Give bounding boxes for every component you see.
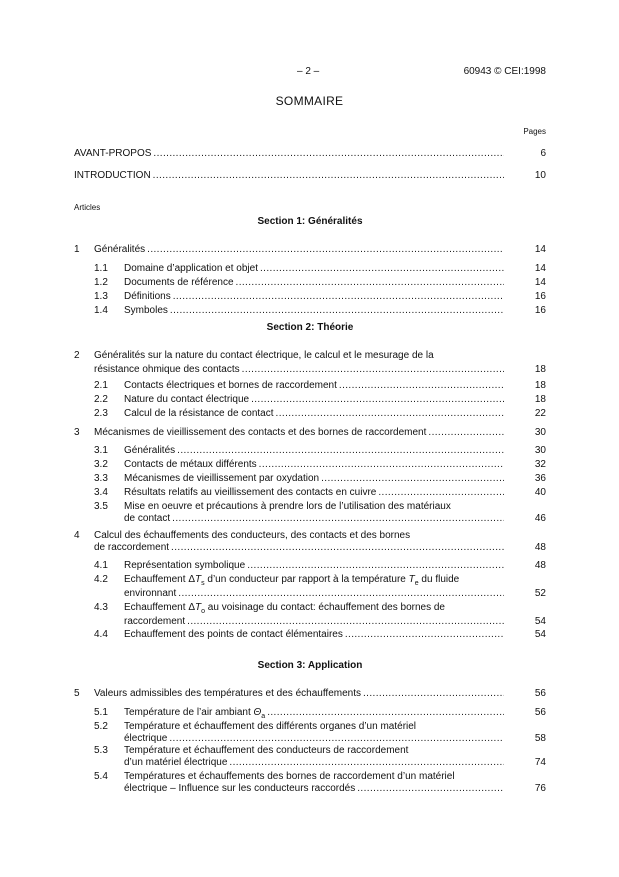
toc-entry-1-1[interactable] bbox=[94, 263, 546, 275]
entry-text-line1: Calcul des échauffements des conducteurs, des contacts et des bornes bbox=[94, 530, 411, 541]
entry-page: 46 bbox=[534, 513, 546, 524]
entry-number: 1 bbox=[74, 244, 80, 255]
toc-entry-5-4[interactable] bbox=[94, 771, 546, 797]
entry-text-line1: Température et échauffement des conducteurs de raccordement bbox=[124, 745, 409, 756]
entry-page: 14 bbox=[534, 244, 546, 255]
entry-number: 4.3 bbox=[94, 602, 108, 613]
entry-text: Température de l’air ambiant $\Theta_a$ bbox=[124, 707, 266, 720]
entry-number: 2 bbox=[74, 350, 80, 361]
entry-text: Mécanismes de vieillissement par oxydation bbox=[124, 473, 320, 484]
entry-text-line2: d’un matériel électrique bbox=[124, 757, 228, 768]
toc-entry-introduction[interactable] bbox=[74, 170, 546, 182]
toc-entry-3[interactable] bbox=[74, 427, 546, 439]
entry-text-line2: électrique bbox=[124, 733, 168, 744]
entry-number: 4.4 bbox=[94, 629, 108, 640]
toc-entry-3-3[interactable] bbox=[94, 473, 546, 485]
leader-dots bbox=[276, 408, 504, 420]
document-reference: 60943 © CEI:1998 bbox=[463, 66, 546, 77]
leader-dots bbox=[153, 170, 504, 182]
entry-page: 22 bbox=[534, 408, 546, 419]
entry-text: Représentation symbolique bbox=[124, 560, 246, 571]
entry-text-line1: Température et échauffement des différents organes d’un matériel bbox=[124, 721, 417, 732]
toc-entry-2-3[interactable] bbox=[94, 408, 546, 420]
entry-text-line1: Echauffement $\Delta T_o$ au voisinage du contact: échauffement des bornes de bbox=[124, 602, 445, 615]
toc-entry-2-1[interactable] bbox=[94, 380, 546, 392]
toc-entry-1-4[interactable] bbox=[94, 305, 546, 317]
entry-text: Valeurs admissibles des températures et des échauffements bbox=[94, 688, 361, 699]
entry-text: Domaine d’application et objet bbox=[124, 263, 258, 274]
leader-dots bbox=[173, 291, 504, 303]
entry-text: AVANT-PROPOS bbox=[74, 148, 152, 159]
entry-page: 18 bbox=[534, 394, 546, 405]
entry-number: 5 bbox=[74, 688, 80, 699]
entry-page: 16 bbox=[534, 291, 546, 302]
toc-entry-4-3[interactable] bbox=[94, 602, 546, 628]
toc-entry-3-2[interactable] bbox=[94, 459, 546, 471]
leader-dots bbox=[321, 473, 504, 485]
entry-page: 6 bbox=[540, 148, 546, 159]
entry-text: Définitions bbox=[124, 291, 171, 302]
entry-text-line1: Généralités sur la nature du contact électrique, le calcul et le mesurage de la bbox=[94, 350, 434, 361]
entry-text-line1: Températures et échauffements des bornes de raccordement d’un matériel bbox=[124, 771, 455, 782]
entry-text: Résultats relatifs au vieillissement des contacts en cuivre bbox=[124, 487, 377, 498]
entry-page: 48 bbox=[534, 560, 546, 571]
toc-entry-3-4[interactable] bbox=[94, 487, 546, 499]
entry-page: 56 bbox=[534, 688, 546, 699]
entry-text: Symboles bbox=[124, 305, 168, 316]
entry-text: Mécanismes de vieillissement des contacts et des bornes de raccordement bbox=[94, 427, 427, 438]
entry-page: 52 bbox=[534, 588, 546, 599]
entry-number: 2.2 bbox=[94, 394, 108, 405]
entry-number: 5.2 bbox=[94, 721, 108, 732]
entry-number: 5.3 bbox=[94, 745, 108, 756]
leader-dots bbox=[229, 757, 504, 769]
leader-dots bbox=[172, 513, 504, 525]
entry-page: 14 bbox=[534, 263, 546, 274]
toc-entry-avant-propos[interactable] bbox=[74, 148, 546, 160]
leader-dots bbox=[357, 783, 504, 795]
entry-page: 74 bbox=[534, 757, 546, 768]
entry-page: 32 bbox=[534, 459, 546, 470]
entry-text-line2: de raccordement bbox=[94, 542, 170, 553]
section-heading: Section 3: Application bbox=[257, 660, 363, 671]
leader-dots bbox=[363, 688, 504, 700]
leader-dots bbox=[242, 364, 504, 376]
toc-entry-1-2[interactable] bbox=[94, 277, 546, 289]
entry-text: Echauffement des points de contact élémentaires bbox=[124, 629, 343, 640]
entry-number: 3.3 bbox=[94, 473, 108, 484]
entry-page: 56 bbox=[534, 707, 546, 718]
toc-entry-1[interactable] bbox=[74, 244, 546, 256]
leader-dots bbox=[169, 733, 504, 745]
entry-text-line1: Echauffement $\Delta T_s$ d’un conducteur par rapport à la température $T_e$ du fluide bbox=[124, 574, 460, 587]
section-heading: Section 1: Généralités bbox=[257, 216, 363, 227]
articles-label: Articles bbox=[74, 203, 101, 212]
leader-dots bbox=[260, 263, 504, 275]
entry-text: Généralités bbox=[94, 244, 146, 255]
entry-number: 2.3 bbox=[94, 408, 108, 419]
entry-number: 1.3 bbox=[94, 291, 108, 302]
entry-number: 4 bbox=[74, 530, 80, 541]
entry-page: 18 bbox=[534, 380, 546, 391]
entry-page: 54 bbox=[534, 616, 546, 627]
entry-text-line2: de contact bbox=[124, 513, 171, 524]
entry-number: 5.4 bbox=[94, 771, 108, 782]
leader-dots bbox=[247, 560, 504, 572]
entry-page: 10 bbox=[534, 170, 546, 181]
toc-entry-3-5[interactable] bbox=[94, 501, 546, 527]
toc-entry-5[interactable] bbox=[74, 688, 546, 700]
entry-page: 30 bbox=[534, 427, 546, 438]
entry-text-line2: raccordement bbox=[124, 616, 186, 627]
leader-dots bbox=[153, 148, 504, 160]
toc-entry-1-3[interactable] bbox=[94, 291, 546, 303]
entry-number: 1.4 bbox=[94, 305, 108, 316]
entry-page: 18 bbox=[534, 364, 546, 375]
entry-page: 54 bbox=[534, 629, 546, 640]
entry-text: Calcul de la résistance de contact bbox=[124, 408, 274, 419]
entry-text-line2: environnant bbox=[124, 588, 177, 599]
entry-page: 40 bbox=[534, 487, 546, 498]
leader-dots bbox=[178, 588, 504, 600]
entry-number: 5.1 bbox=[94, 707, 108, 718]
entry-text: Documents de référence bbox=[124, 277, 234, 288]
leader-dots bbox=[177, 445, 504, 457]
entry-text: Contacts de métaux différents bbox=[124, 459, 257, 470]
entry-number: 3.4 bbox=[94, 487, 108, 498]
leader-dots bbox=[187, 616, 504, 628]
toc-entry-4-1[interactable] bbox=[94, 560, 546, 572]
entry-text-line2: électrique – Influence sur les conducteurs raccordés bbox=[124, 783, 356, 794]
entry-page: 30 bbox=[534, 445, 546, 456]
entry-number: 3.2 bbox=[94, 459, 108, 470]
entry-text: Généralités bbox=[124, 445, 176, 456]
leader-dots bbox=[378, 487, 504, 499]
leader-dots bbox=[428, 427, 504, 439]
entry-page: 36 bbox=[534, 473, 546, 484]
entry-page: 16 bbox=[534, 305, 546, 316]
entry-text: Contacts électriques et bornes de raccordement bbox=[124, 380, 337, 391]
section-heading: Section 2: Théorie bbox=[266, 322, 354, 333]
entry-text-line1: Mise en oeuvre et précautions à prendre lors de l’utilisation des matériaux bbox=[124, 501, 451, 512]
entry-page: 14 bbox=[534, 277, 546, 288]
leader-dots bbox=[171, 542, 504, 554]
toc-entry-2[interactable] bbox=[74, 350, 546, 378]
entry-page: 48 bbox=[534, 542, 546, 553]
entry-text: Nature du contact électrique bbox=[124, 394, 250, 405]
page-title: SOMMAIRE bbox=[275, 94, 344, 108]
leader-dots bbox=[236, 277, 504, 289]
entry-number: 3.5 bbox=[94, 501, 108, 512]
entry-number: 4.1 bbox=[94, 560, 108, 571]
leader-dots bbox=[345, 629, 504, 641]
leader-dots bbox=[251, 394, 504, 406]
entry-page: 58 bbox=[534, 733, 546, 744]
toc-entry-4-4[interactable] bbox=[94, 629, 546, 641]
leader-dots bbox=[147, 244, 504, 256]
entry-number: 1.1 bbox=[94, 263, 108, 274]
toc-entry-5-1[interactable] bbox=[94, 707, 546, 719]
entry-page: 76 bbox=[534, 783, 546, 794]
entry-number: 3.1 bbox=[94, 445, 108, 456]
leader-dots bbox=[267, 707, 504, 719]
entry-text-line2: résistance ohmique des contacts bbox=[94, 364, 240, 375]
toc-entry-2-2[interactable] bbox=[94, 394, 546, 406]
leader-dots bbox=[259, 459, 504, 471]
toc-entry-4[interactable] bbox=[74, 530, 546, 556]
entry-number: 1.2 bbox=[94, 277, 108, 288]
toc-entry-3-1[interactable] bbox=[94, 445, 546, 457]
leader-dots bbox=[339, 380, 504, 392]
entry-number: 3 bbox=[74, 427, 80, 438]
entry-text: INTRODUCTION bbox=[74, 170, 151, 181]
entry-number: 2.1 bbox=[94, 380, 108, 391]
toc-entry-5-3[interactable] bbox=[94, 745, 546, 771]
toc-entry-4-2[interactable] bbox=[94, 574, 546, 600]
toc-entry-5-2[interactable] bbox=[94, 721, 546, 747]
page-number: – 2 – bbox=[297, 66, 320, 77]
leader-dots bbox=[170, 305, 504, 317]
pages-label: Pages bbox=[523, 127, 546, 136]
entry-number: 4.2 bbox=[94, 574, 108, 585]
